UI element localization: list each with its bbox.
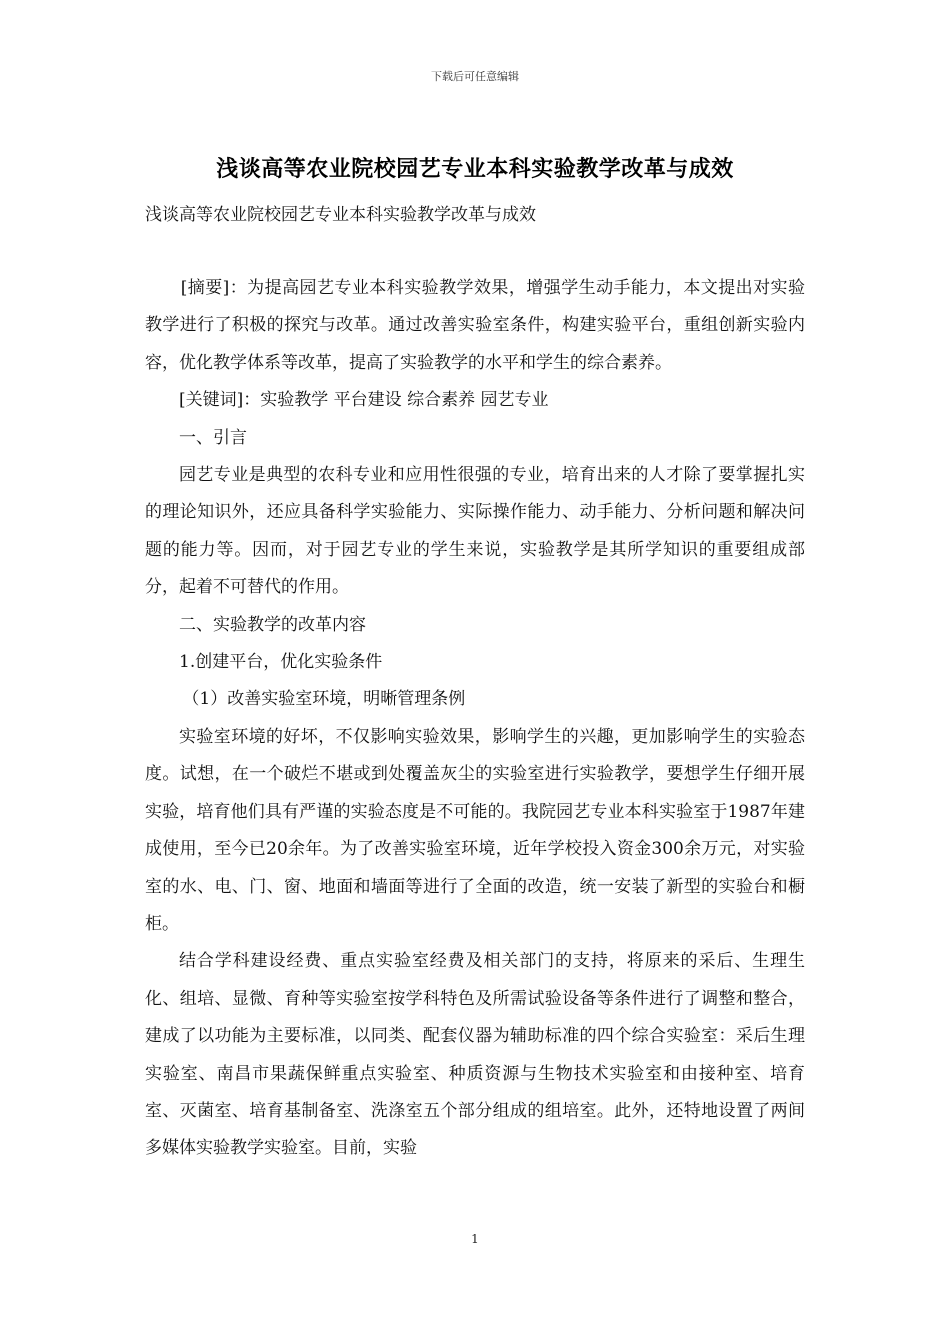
item-heading-lab-environment: （1）改善实验室环境，明晰管理条例 xyxy=(182,689,466,710)
abstract-paragraph: [摘要]：为提高园艺专业本科实验教学效果，增强学生动手能力，本文提出对实验教学进行了积极的探究与改革。通过改善实验室条件，构建实验平台，重组创新实验内容，优化教学体系等改革，提高了实验教学的水平和学生的综合素养。 xyxy=(145,278,805,373)
section-heading-introduction: 一、引言 xyxy=(179,427,247,448)
introduction-paragraph: 园艺专业是典型的农科专业和应用性很强的专业，培育出来的人才除了要掌握扎实的理论知识外，还应具备科学实验能力、实际操作能力、动手能力、分析问题和解决问题的能力等。因而，对于园艺专业的学生来说，实验教学是其所学知识的重要组成部分，起着不可替代的作用。 xyxy=(145,465,805,598)
keywords-paragraph: [关键词]：实验教学 平台建设 综合素养 园艺专业 xyxy=(179,390,549,411)
section-heading-reform: 二、实验教学的改革内容 xyxy=(179,614,366,635)
header-note: 下载后可任意编辑 xyxy=(431,70,519,83)
lab-environment-paragraph-2: 结合学科建设经费、重点实验室经费及相关部门的支持，将原来的采后、生理生化、组培、显微、育种等实验室按学科特色及所需试验设备等条件进行了调整和整合，建成了以功能为主要标准，以同类、配套仪器为辅助标准的四个综合实验室：采后生理实验室、南昌市果蔬保鲜重点实验室、种质资源与生物技术实验室和由接种室、培育室、灭菌室、培育基制备室、洗涤室五个部分组成的组培室。此外，还特地设置了两间多媒体实验教学实验室。目前，实验 xyxy=(145,951,805,1159)
lab-environment-paragraph-1: 实验室环境的好坏，不仅影响实验效果，影响学生的兴趣，更加影响学生的实验态度。试想，在一个破烂不堪或到处覆盖灰尘的实验室进行实验教学，要想学生仔细开展实验，培育他们具有严谨的实验态度是不可能的。我院园艺专业本科实验室于1987年建成使用，至今已20余年。为了改善实验室环境，近年学校投入资金300余万元，对实验室的水、电、门、窗、地面和墙面等进行了全面的改造，统一安装了新型的实验台和橱柜。 xyxy=(145,726,805,934)
document-subtitle: 浅谈高等农业院校园艺专业本科实验教学改革与成效 xyxy=(145,205,536,225)
document-title: 浅谈高等农业院校园艺专业本科实验教学改革与成效 xyxy=(216,156,734,182)
page-number: 1 xyxy=(471,1232,479,1246)
document-body xyxy=(145,270,805,1168)
subsection-heading-platform: 1.创建平台，优化实验条件 xyxy=(179,652,383,673)
